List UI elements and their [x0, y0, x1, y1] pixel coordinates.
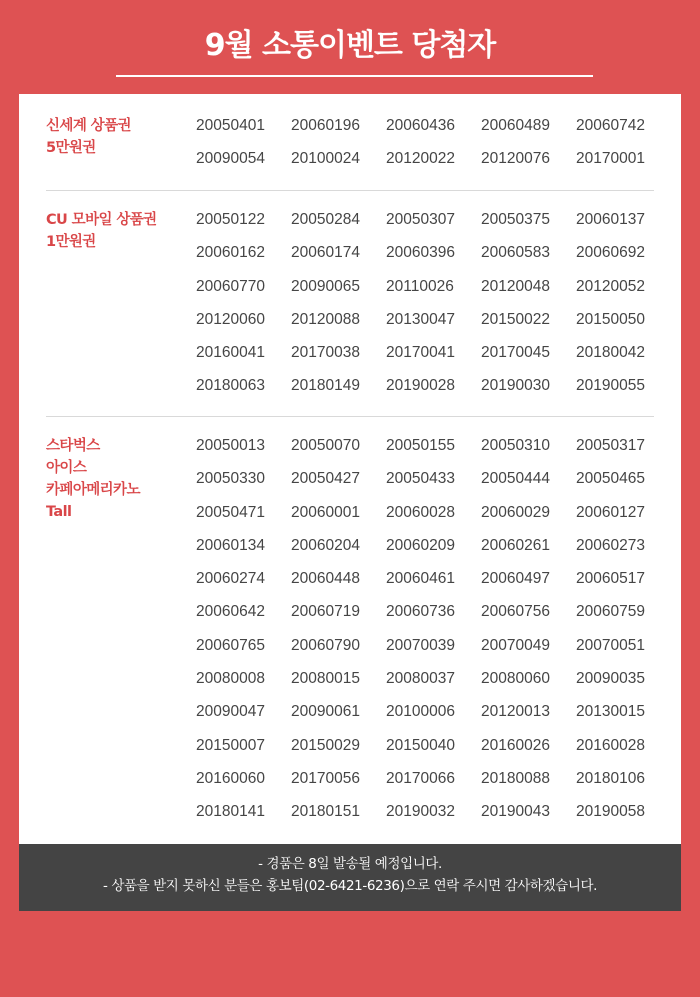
winner-id: 20060127: [576, 503, 645, 521]
winner-id: 20180149: [291, 377, 360, 395]
winner-id: 20120088: [291, 310, 360, 328]
winner-id: 20160041: [196, 344, 265, 362]
winner-id: 20060261: [481, 536, 550, 554]
title-underline: [116, 75, 593, 77]
winner-id: 20060196: [291, 117, 360, 134]
winner-id: 20080008: [196, 670, 265, 688]
winner-id: 20050444: [481, 470, 550, 488]
winner-id: 20050427: [291, 470, 360, 488]
winner-grid: [196, 207, 656, 407]
winner-id: 20060759: [576, 603, 645, 621]
winner-id: 20060001: [291, 503, 360, 521]
notice-bar: [19, 844, 681, 911]
winner-id: 20050310: [481, 437, 550, 454]
winner-id: 20120013: [481, 703, 550, 721]
winner-id: 20060162: [196, 244, 265, 262]
winner-id: 20070051: [576, 636, 645, 654]
winner-id: 20050401: [196, 117, 265, 134]
winner-id: 20060583: [481, 244, 550, 262]
winners-card: [19, 94, 681, 844]
winner-id: 20170041: [386, 344, 455, 362]
winner-id: 20050471: [196, 503, 265, 521]
winner-id: 20170001: [576, 150, 645, 168]
winner-id: 20060517: [576, 570, 645, 588]
winner-id: 20060137: [576, 211, 645, 228]
winner-id: 20060489: [481, 117, 550, 134]
winner-id: 20060756: [481, 603, 550, 621]
winner-id: 20190028: [386, 377, 455, 395]
winner-id: 20120022: [386, 150, 455, 168]
winner-id: 20120060: [196, 310, 265, 328]
winner-id: 20060174: [291, 244, 360, 262]
winner-id: 20080060: [481, 670, 550, 688]
winner-id: 20190032: [386, 803, 455, 821]
winner-id: 20050284: [291, 211, 360, 228]
winner-id: 20190043: [481, 803, 550, 821]
winner-id: 20150029: [291, 736, 360, 754]
winner-id: 20070039: [386, 636, 455, 654]
winner-id: 20120052: [576, 277, 645, 295]
winner-id: 20060028: [386, 503, 455, 521]
winner-id: 20090061: [291, 703, 360, 721]
winner-id: 20060770: [196, 277, 265, 295]
notice-shipping: - 경품은 8일 발송될 예정입니다.: [258, 856, 442, 872]
winner-id: 20130047: [386, 310, 455, 328]
page-title: 9월 소통이벤트 당첨자: [204, 28, 496, 63]
winner-id: 20050155: [386, 437, 455, 454]
winner-id: 20150040: [386, 736, 455, 754]
winner-id: 20170038: [291, 344, 360, 362]
winner-id: 20130015: [576, 703, 645, 721]
winner-id: 20160026: [481, 736, 550, 754]
winner-id: 20170045: [481, 344, 550, 362]
winner-id: 20060719: [291, 603, 360, 621]
winner-id: 20170066: [386, 769, 455, 787]
winner-id: 20050433: [386, 470, 455, 488]
winner-id: 20060273: [576, 536, 645, 554]
winner-id: 20060204: [291, 536, 360, 554]
winner-id: 20180141: [196, 803, 265, 821]
winner-id: 20060448: [291, 570, 360, 588]
prize-name: 스타벅스 아이스 카페아메리카노 Tall: [46, 438, 140, 520]
winner-id: 20050465: [576, 470, 645, 488]
notice-contact: - 상품을 받지 못하신 분들은 홍보팀(02-6421-6236)으로 연락 주시면 감사하겠습니다.: [102, 878, 597, 894]
winner-id: 20050122: [196, 211, 265, 228]
winner-id: 20070049: [481, 636, 550, 654]
winner-id: 20180106: [576, 769, 645, 787]
prize-name: 신세계 상품권 5만원권: [46, 118, 131, 156]
winner-id: 20150022: [481, 310, 550, 328]
winner-id: 20060736: [386, 603, 455, 621]
prize-name: CU 모바일 상품권 1만원권: [46, 212, 157, 250]
winner-id: 20060396: [386, 244, 455, 262]
winner-id: 20060790: [291, 636, 360, 654]
winner-id: 20050013: [196, 437, 265, 454]
winner-id: 20160028: [576, 736, 645, 754]
winner-id: 20050070: [291, 437, 360, 454]
winner-id: 20100006: [386, 703, 455, 721]
winner-id: 20060274: [196, 570, 265, 588]
winner-id: 20150050: [576, 310, 645, 328]
winner-id: 20190030: [481, 377, 550, 395]
winner-id: 20180042: [576, 344, 645, 362]
winner-id: 20150007: [196, 736, 265, 754]
winner-grid: [196, 433, 656, 833]
winner-id: 20170056: [291, 769, 360, 787]
winner-id: 20180088: [481, 769, 550, 787]
winner-id: 20050317: [576, 437, 645, 454]
winner-id: 20100024: [291, 150, 360, 168]
winner-id: 20120076: [481, 150, 550, 168]
winner-id: 20060765: [196, 636, 265, 654]
winner-id: 20180151: [291, 803, 360, 821]
winner-id: 20080015: [291, 670, 360, 688]
section-divider: [46, 190, 654, 191]
winner-id: 20060692: [576, 244, 645, 262]
winner-id: 20060642: [196, 603, 265, 621]
winner-id: 20050375: [481, 211, 550, 228]
winner-id: 20180063: [196, 377, 265, 395]
winner-id: 20050307: [386, 211, 455, 228]
winner-id: 20060436: [386, 117, 455, 134]
winner-grid: [196, 113, 656, 180]
winner-id: 20060497: [481, 570, 550, 588]
winner-id: 20080037: [386, 670, 455, 688]
winner-id: 20090047: [196, 703, 265, 721]
winner-id: 20090054: [196, 150, 265, 168]
winner-id: 20060742: [576, 117, 645, 134]
winner-id: 20110026: [386, 277, 454, 295]
winner-id: 20060209: [386, 536, 455, 554]
winner-id: 20060029: [481, 503, 550, 521]
winner-id: 20050330: [196, 470, 265, 488]
winner-id: 20090035: [576, 670, 645, 688]
winner-id: 20160060: [196, 769, 265, 787]
winner-id: 20190055: [576, 377, 645, 395]
section-divider: [46, 416, 654, 417]
winner-id: 20060461: [386, 570, 455, 588]
winner-id: 20190058: [576, 803, 645, 821]
winner-id: 20090065: [291, 277, 360, 295]
winner-id: 20120048: [481, 277, 550, 295]
winner-id: 20060134: [196, 536, 265, 554]
